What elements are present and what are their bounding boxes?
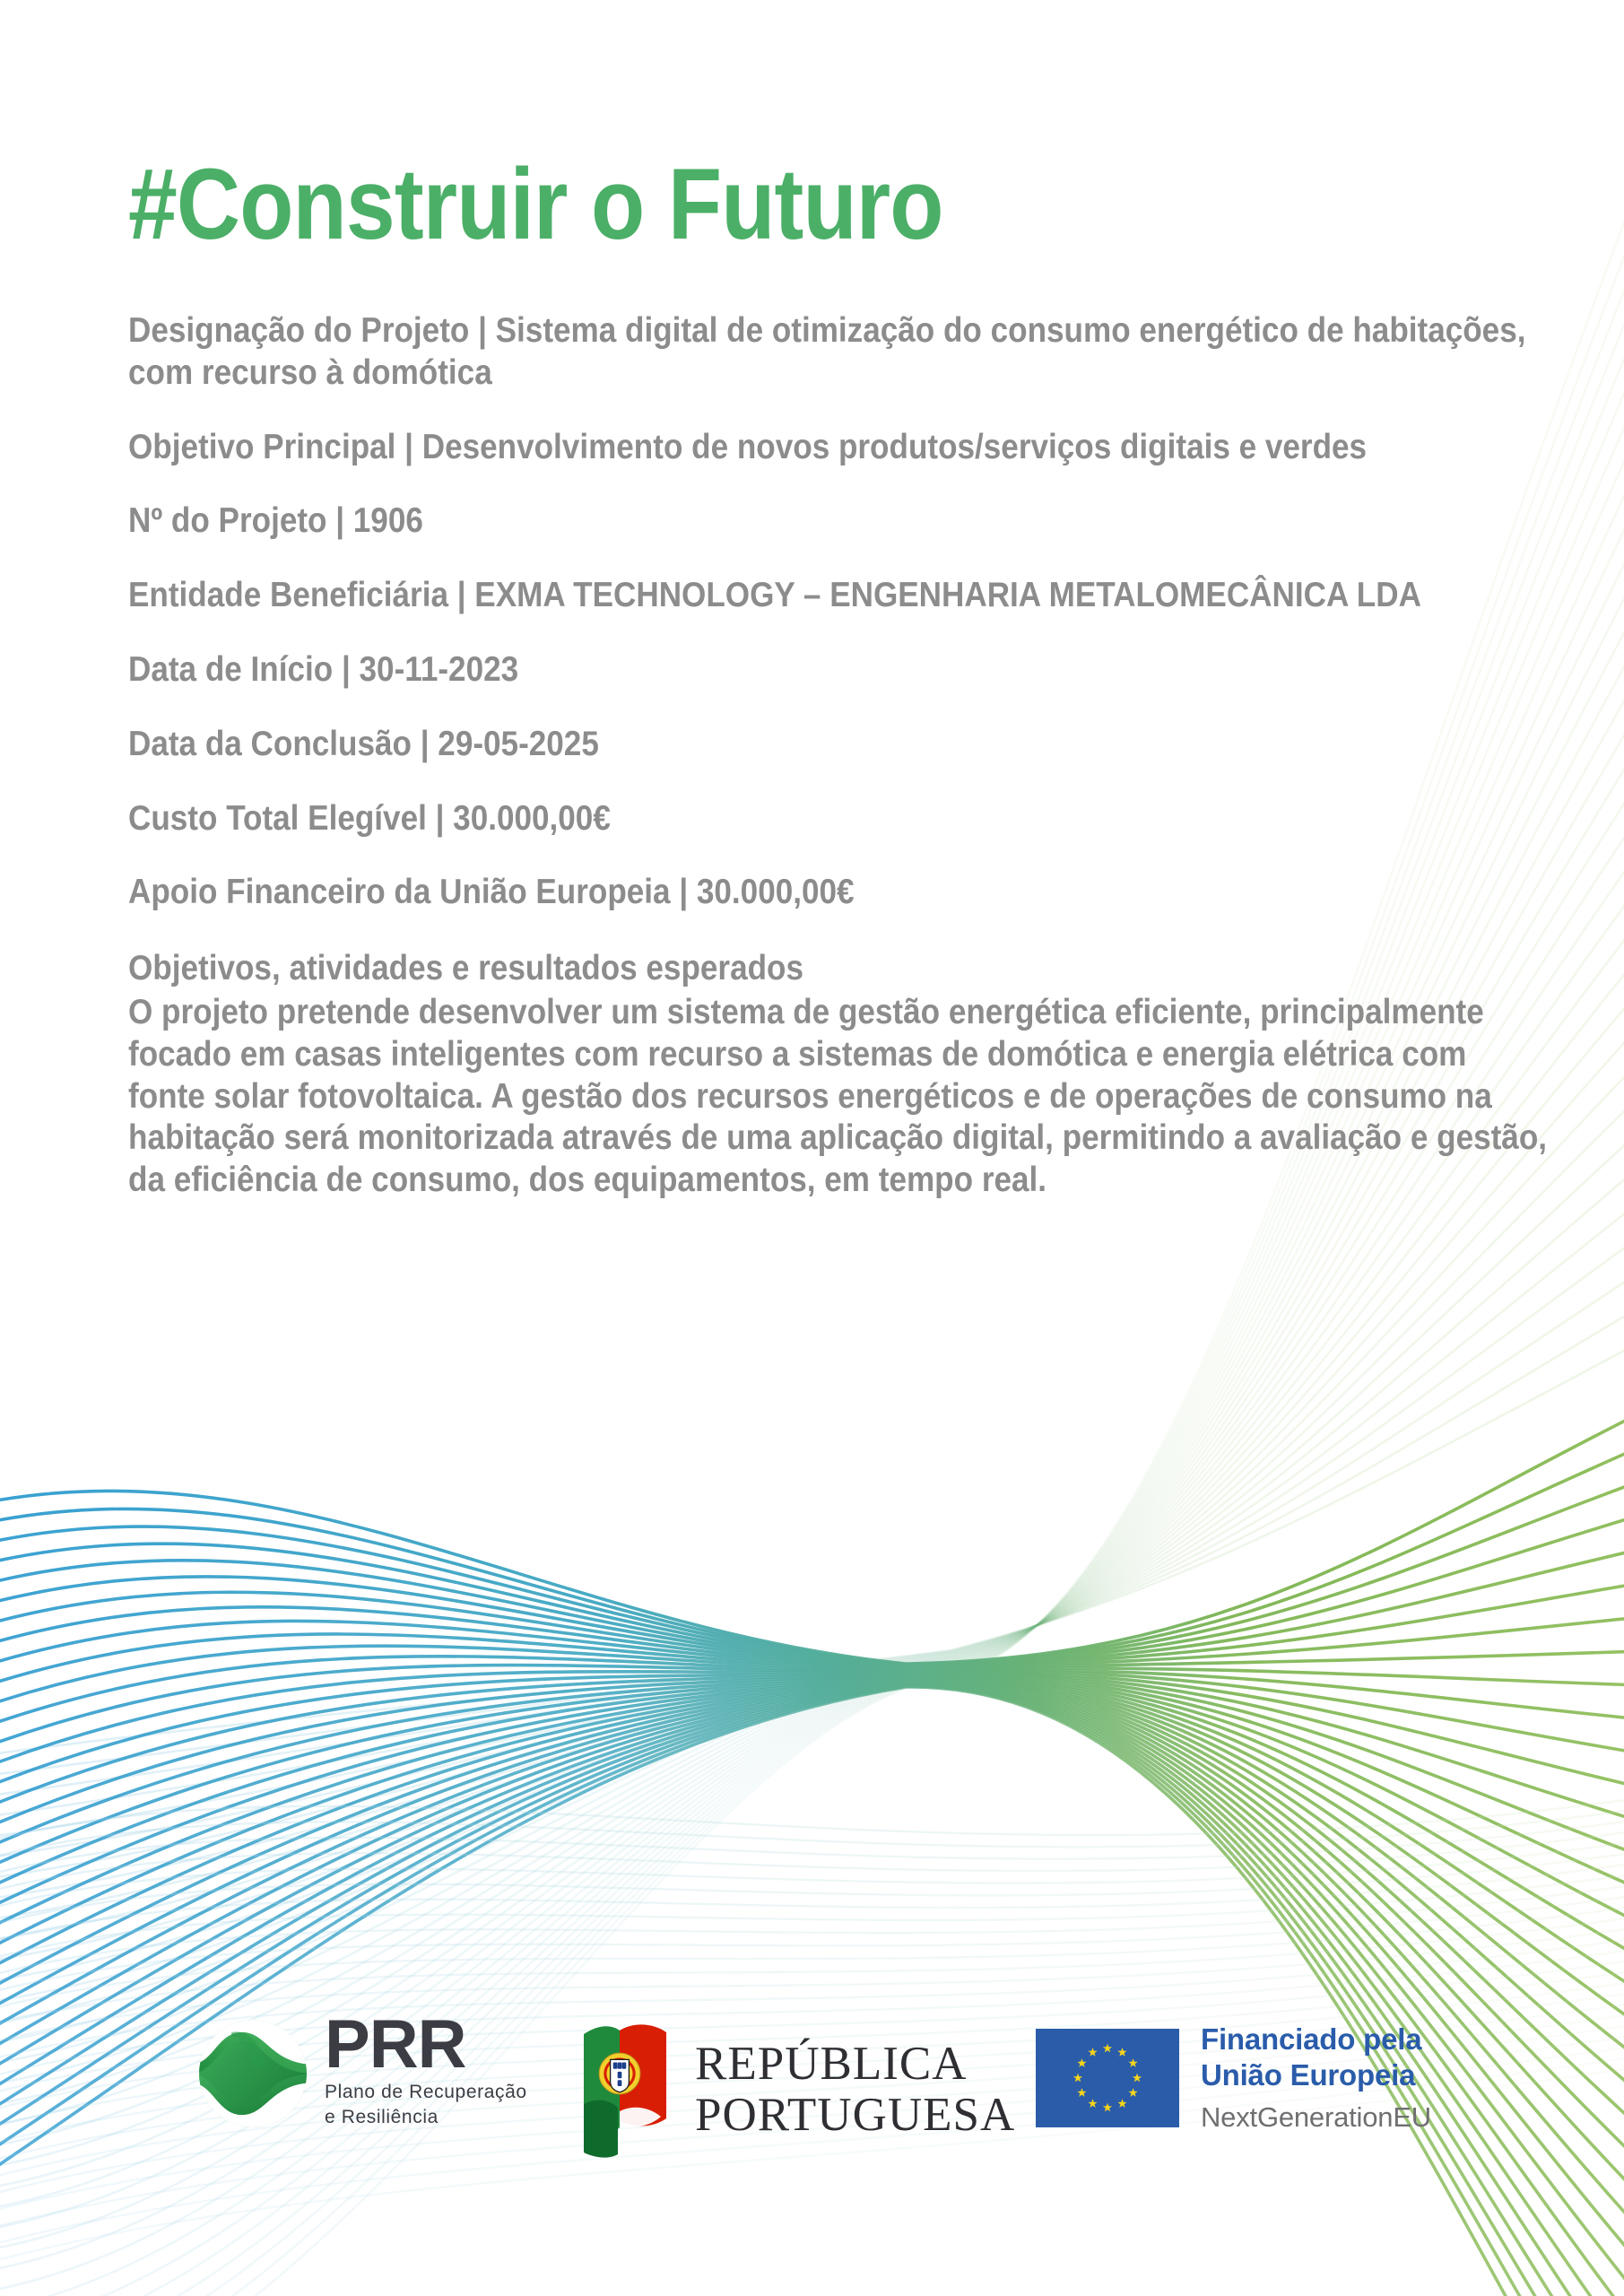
prr-wordmark [325,2006,527,2130]
prr-name: PRR [325,2006,466,2083]
eu-wordmark [1201,2022,1431,2135]
eu-line2: União Europeia [1201,2058,1416,2092]
field-custo-total-elegivel: Custo Total Elegível | 30.000,00€ [128,798,611,838]
page-title: #Construir o Futuro [128,148,943,260]
objectives-paragraph: O projeto pretende desenvolver um sistema de gestão energética eficiente, principalmente focado em casas inteligentes com recurso a sistemas de domótica e energia elétrica com fonte solar fotovoltaica. A gestão dos recursos energéticos e de operações de consumo na habitação será monitorizada através de uma aplicação digital, permitindo a avaliação e gestão, da eficiência de consumo, dos equipamentos, em tempo real. [128,992,1548,1200]
objectives-heading: Objetivos, atividades e resultados esperados [128,949,803,988]
field-objetivo-principal: Objetivo Principal | Desenvolvimento de novos produtos/serviços digitais e verdes [128,427,1368,466]
eu-flag-icon [1036,2029,1179,2127]
logo-european-union [1036,2022,1431,2135]
field-data-de-inicio: Data de Início | 30-11-2023 [128,649,519,689]
portugal-flag-icon [578,2018,675,2161]
eu-line3: NextGenerationEU [1201,2100,1431,2133]
content-column [128,0,1563,1202]
prr-subtitle-line2: e Resiliência [325,2107,439,2128]
logo-prr [195,2006,527,2131]
objectives-section [128,948,1549,1202]
republica-line2: PORTUGUESA [695,2089,1016,2141]
field-data-da-conclusao: Data da Conclusão | 29-05-2025 [128,724,599,763]
republica-wordmark [695,2039,1015,2140]
field-designacao-do-projeto: Designação do Projeto | Sistema digital de otimização do consumo energético de habitações, com recurso à domótica [128,311,1526,392]
field-apoio-financeiro-ue: Apoio Financeiro da União Europeia | 30.000,00€ [128,873,855,912]
logo-republica-portuguesa [578,2018,1015,2161]
field-entidade-beneficiaria: Entidade Beneficiária | EXMA TECHNOLOGY – ENGENHARIA METALOMECÂNICA LDA [128,576,1421,615]
footer-logo-strip [0,2000,1624,2206]
eu-line1: Financiado pela [1201,2022,1422,2056]
republica-line1: REPÚBLICA [695,2038,968,2091]
field-numero-do-projeto: Nº do Projeto | 1906 [128,501,423,541]
prr-subtitle-line1: Plano de Recuperação [325,2082,527,2103]
prr-emblem-icon [195,2016,310,2131]
prr-subtitle [325,2080,527,2129]
